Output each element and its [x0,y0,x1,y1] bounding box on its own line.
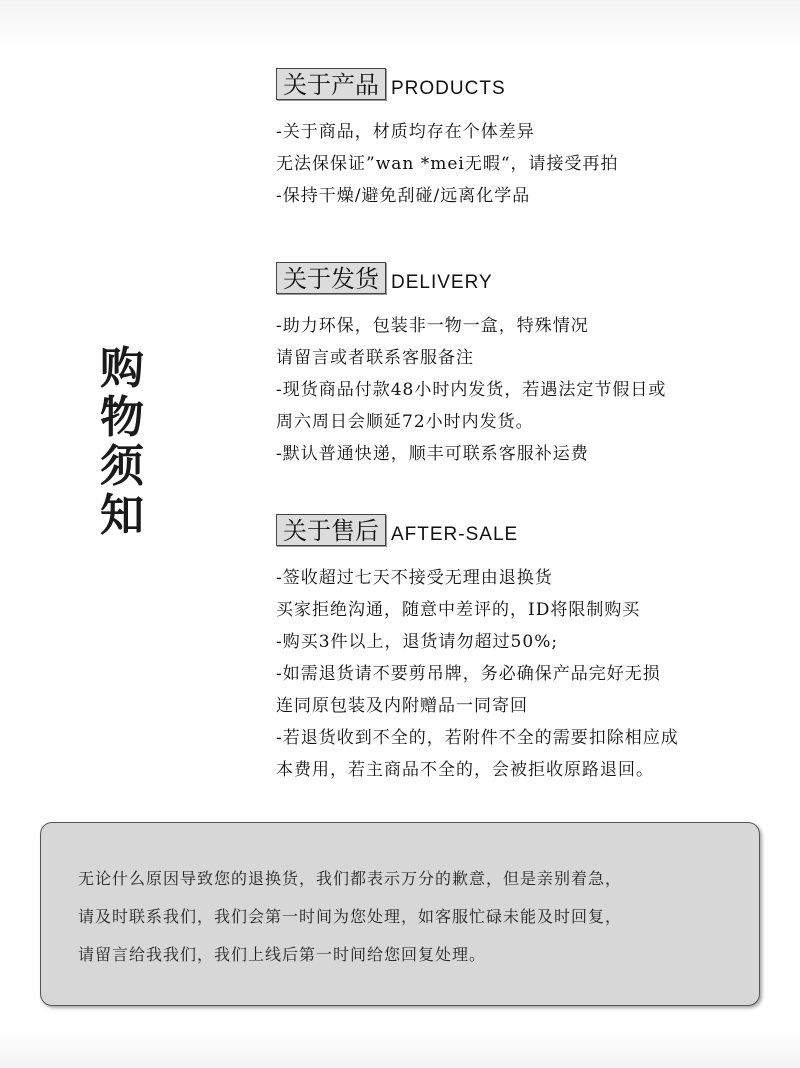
section-delivery [276,258,776,470]
section-lines [276,116,776,212]
section-line: 周六周日会顺延72小时内发货。 [276,412,534,432]
section-line: -关于商品，材质均存在个体差异 [276,122,535,142]
title-char: 须 [100,441,144,492]
section-header [276,258,776,294]
section-line: -默认普通快递，顺丰可联系客服补运费 [276,444,589,464]
section-line: 连同原包装及内附赠品一同寄回 [276,696,528,716]
title-char: 知 [100,490,144,541]
note-line: 无论什么原因导致您的退换货，我们都表示万分的歉意，但是亲别着急， [78,869,623,888]
section-header [276,64,776,100]
bottom-band [0,1030,800,1068]
section-title-en: DELIVERY [391,272,493,293]
section-header [276,510,776,546]
section-lines [276,562,776,786]
title-char: 物 [100,392,144,443]
note-line: 请留言给我我们，我们上线后第一时间给您回复处理。 [78,945,487,964]
title-char: 购 [100,343,144,394]
section-lines [276,310,776,470]
section-title-cn: 关于发货 [276,262,386,294]
section-line: 本费用，若主商品不全的，会被拒收原路退回。 [276,760,654,780]
section-line: -现货商品付款48小时内发货，若遇法定节假日或 [276,380,667,400]
note-line: 请及时联系我们，我们会第一时间为您处理，如客服忙碌未能及时回复， [78,907,623,926]
section-line: -签收超过七天不接受无理由退换货 [276,568,553,588]
shopping-notice-title [96,344,148,540]
section-products [276,64,776,212]
section-title-cn: 关于售后 [276,514,386,546]
section-after-sale [276,510,776,786]
section-line: -购买3件以上，退货请勿超过50%; [276,632,559,652]
apology-note-box [40,822,760,1006]
section-line: -若退货收到不全的，若附件不全的需要扣除相应成 [276,728,679,748]
section-line: 请留言或者联系客服备注 [276,348,474,368]
section-title-cn: 关于产品 [276,68,386,100]
section-line: -如需退货请不要剪吊牌，务必确保产品完好无损 [276,664,661,684]
section-title-en: PRODUCTS [391,78,506,99]
section-line: -保持干燥/避免刮碰/远离化学品 [276,186,531,206]
top-band [0,0,800,46]
section-line: 无法保保证”wan *mei无暇“，请接受再拍 [276,154,619,174]
section-line: -助力环保，包装非一物一盒，特殊情况 [276,316,589,336]
section-title-en: AFTER-SALE [391,524,519,545]
section-line: 买家拒绝沟通，随意中差评的，ID将限制购买 [276,600,641,620]
